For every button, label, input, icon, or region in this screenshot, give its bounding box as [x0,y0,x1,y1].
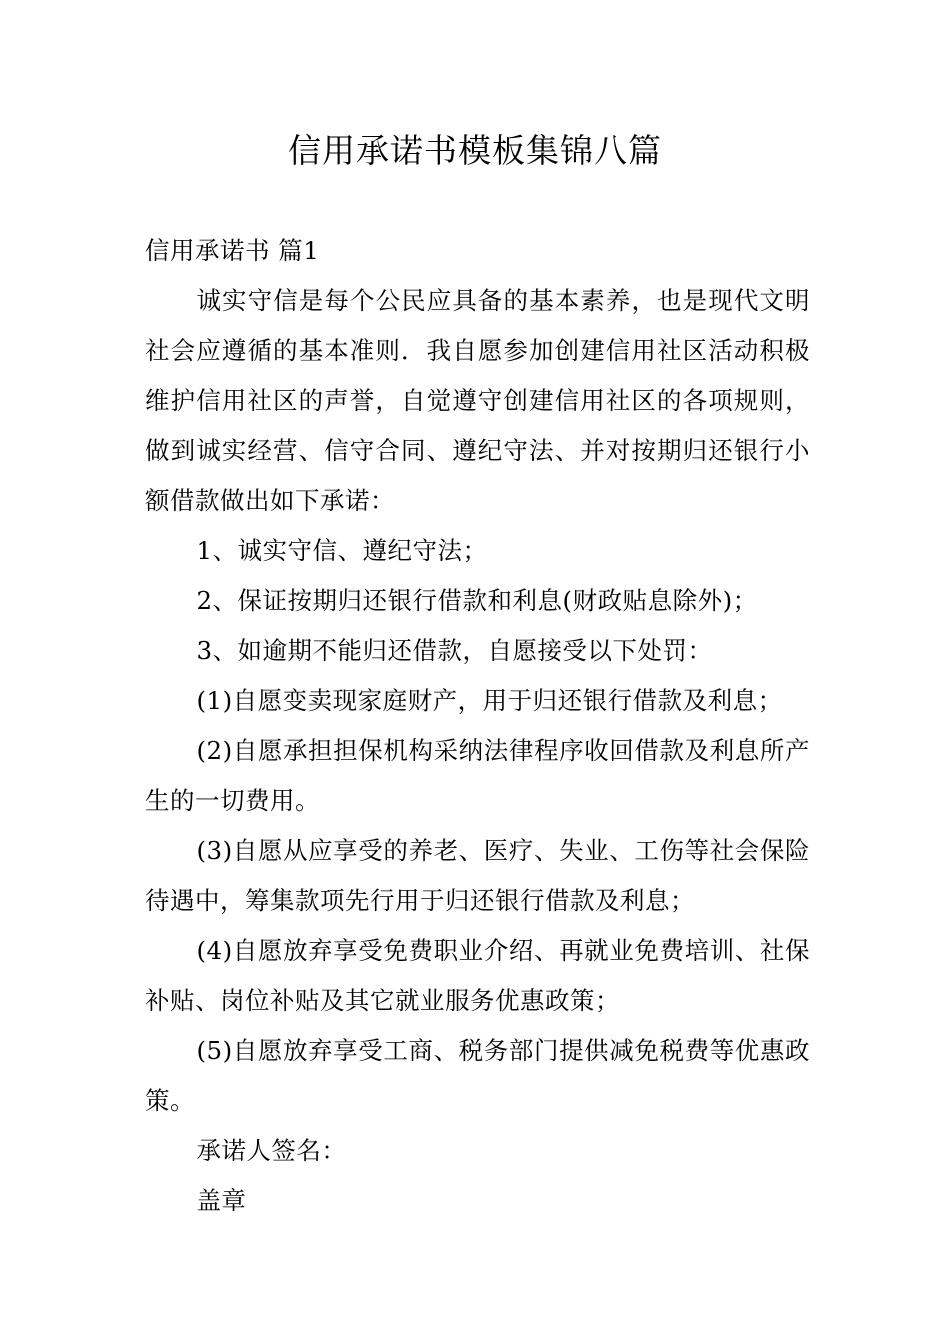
penalty-item-3: (3)自愿从应享受的养老、医疗、失业、工伤等社会保险待遇中，筹集款项先行用于归还银行借款及利息； [145,836,810,915]
signature-label: 承诺人签名： [196,1136,347,1165]
commitment-item-1: 1、诚实守信、遵纪守法； [196,536,488,565]
section-heading: 信用承诺书 篇1 [145,236,320,265]
penalty-item-4: (4)自愿放弃享受免费职业介绍、再就业免费培训、社保补贴、岗位补贴及其它就业服务优惠政策； [145,936,810,1015]
commitment-item-2: 2、保证按期归还银行借款和利息(财政贴息除外)； [196,586,758,615]
penalty-item-1: (1)自愿变卖现家庭财产，用于归还银行借款及利息； [196,686,783,715]
penalty-item-2: (2)自愿承担担保机构采纳法律程序收回借款及利息所产生的一切费用。 [145,736,810,815]
document-title: 信用承诺书模板集锦八篇 [288,131,662,170]
intro-paragraph: 诚实守信是每个公民应具备的基本素养，也是现代文明社会应遵循的基本准则．我自愿参加创建信用社区活动积极维护信用社区的声誉，自觉遵守创建信用社区的各项规则，做到诚实经营、信守合同、遵纪守法、并对按期归还银行小额借款做出如下承诺： [145,286,810,515]
penalty-item-5: (5)自愿放弃享受工商、税务部门提供减免税费等优惠政策。 [145,1036,810,1115]
commitment-item-3: 3、如逾期不能归还借款，自愿接受以下处罚： [196,636,713,665]
document-body [145,226,810,1226]
seal-label: 盖章 [196,1186,247,1215]
